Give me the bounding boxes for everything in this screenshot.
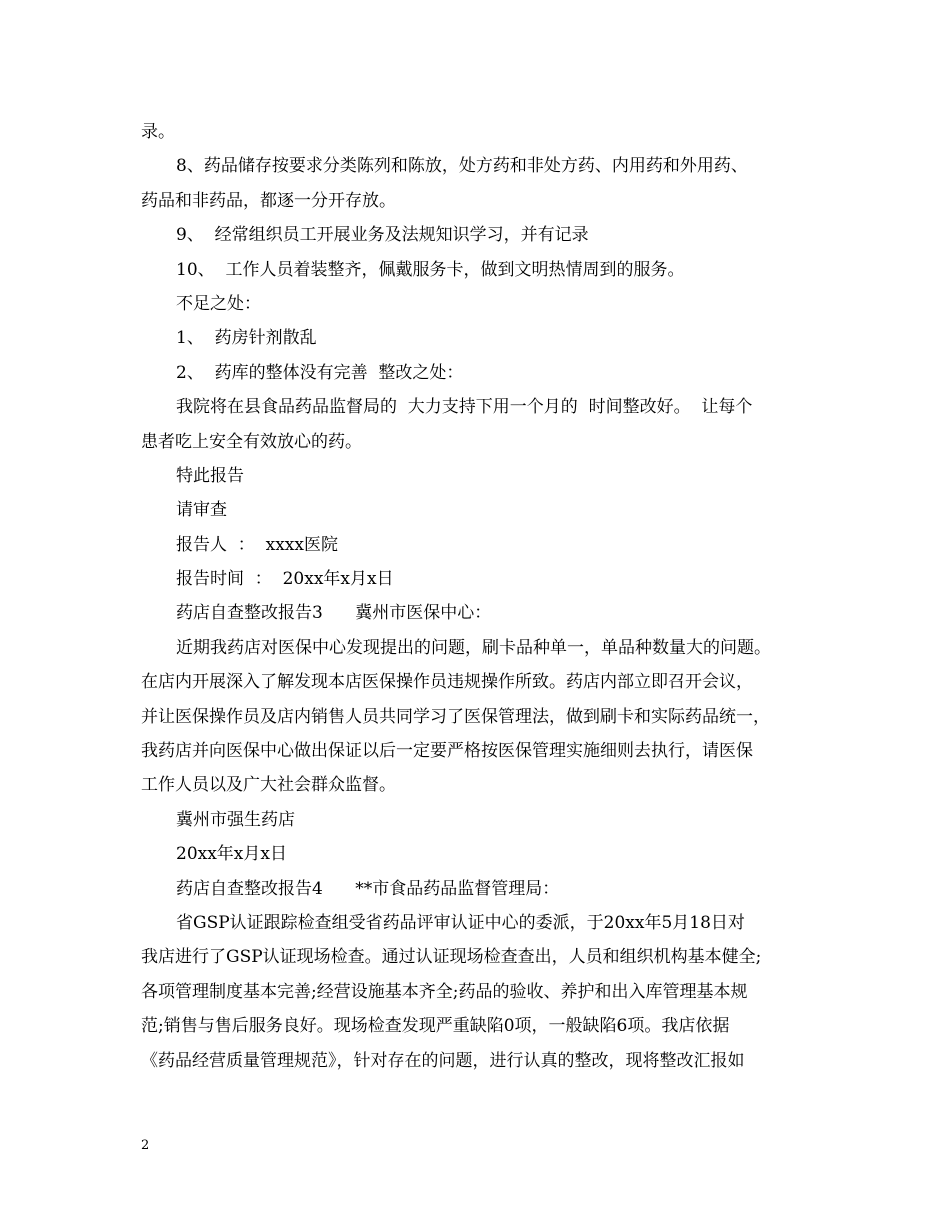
text-line: 20xx年x月x日 — [176, 844, 287, 865]
text-line: 报告时间 ： 20xx年x月x日 — [176, 569, 394, 590]
text-line: 在店内开展深入了解发现本店医保操作员违规操作所致。药店内部立即召开会议， — [141, 672, 753, 693]
text-line: 各项管理制度基本完善;经营设施基本齐全;药品的验收、养护和出入库管理基本规 — [141, 981, 748, 1002]
text-line: 特此报告 — [176, 465, 244, 486]
page-number: 2 — [141, 1138, 150, 1153]
text-line: 药品和非药品，都逐一分开存放。 — [141, 190, 396, 211]
text-line: 10、 工作人员着装整齐，佩戴服务卡，做到文明热情周到的服务。 — [176, 259, 685, 280]
text-line: 冀州市强生药店 — [176, 809, 295, 830]
text-line: 《药品经营质量管理规范》，针对存在的问题，进行认真的整改，现将整改汇报如 — [141, 1050, 745, 1071]
text-line: 我药店并向医保中心做出保证以后一定要严格按医保管理实施细则去执行，请医保 — [141, 741, 753, 762]
text-line: 近期我药店对医保中心发现提出的问题，刷卡品种单一，单品种数量大的问题。 — [176, 637, 771, 658]
body-text — [141, 115, 831, 1078]
text-line: 工作人员以及广大社会群众监督。 — [141, 775, 396, 796]
text-line: 患者吃上安全有效放心的药。 — [141, 431, 362, 452]
text-line: 1、 药房针剂散乱 — [176, 328, 317, 349]
text-line: 药店自查整改报告3 冀州市医保中心： — [176, 603, 492, 624]
text-line: 报告人 ： xxxx医院 — [176, 534, 338, 555]
text-line: 省GSP认证跟踪检查组受省药品评审认证中心的委派，于20xx年5月18日对 — [176, 912, 745, 933]
text-line: 我店进行了GSP认证现场检查。通过认证现场检查查出，人员和组织机构基本健全; — [141, 947, 762, 968]
text-line: 2、 药库的整体没有完善 整改之处： — [176, 362, 464, 383]
text-line: 范;销售与售后服务良好。现场检查发现严重缺陷0项，一般缺陷6项。我店依据 — [141, 1016, 730, 1037]
text-line: 并让医保操作员及店内销售人员共同学习了医保管理法，做到刷卡和实际药品统一， — [141, 706, 770, 727]
text-line: 不足之处： — [176, 293, 261, 314]
text-line: 请审查 — [176, 500, 227, 521]
text-line: 药店自查整改报告4 **市食品药品监督管理局： — [176, 878, 560, 899]
text-line: 8、药品储存按要求分类陈列和陈放，处方药和非处方药、内用药和外用药、 — [176, 156, 748, 177]
text-line: 9、 经常组织员工开展业务及法规知识学习，并有记录 — [176, 225, 589, 246]
text-line: 我院将在县食品药品监督局的 大力支持下用一个月的 时间整改好。 让每个 — [176, 397, 753, 418]
text-line: 录。 — [141, 122, 175, 142]
